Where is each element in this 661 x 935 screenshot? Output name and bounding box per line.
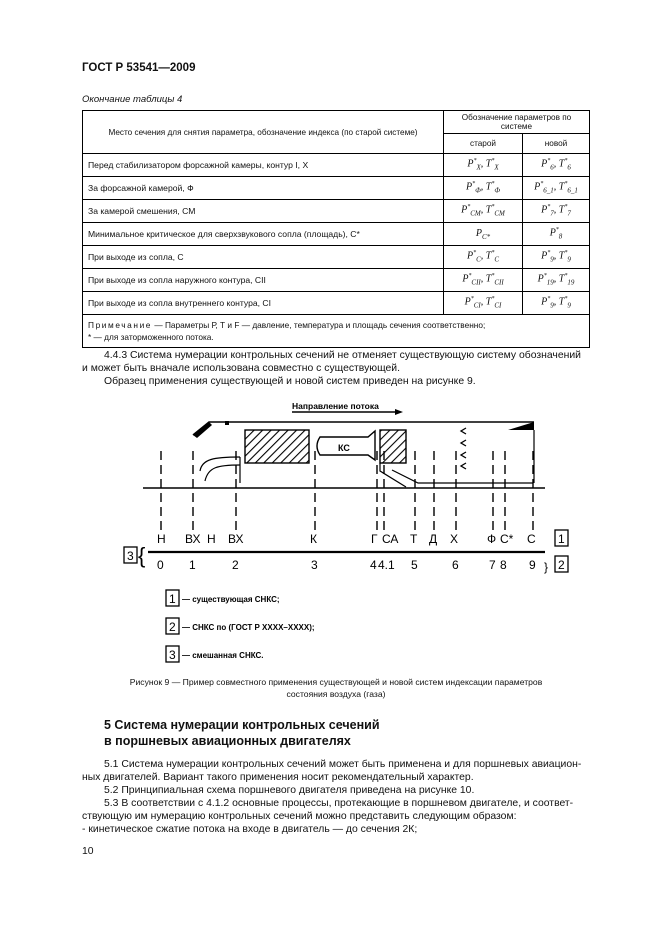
paragraph-figure-ref: Образец применения существующей и новой систем приведен на рисунке 9.	[104, 376, 476, 387]
table-row	[83, 223, 590, 246]
bracket-icon: }	[544, 560, 549, 574]
column-header-new: новой	[523, 134, 590, 154]
cell-new: $P^*_7$, $T^*_7$	[523, 200, 590, 223]
old-label: К	[310, 532, 317, 546]
new-label: 5	[411, 558, 418, 572]
old-label: Д	[429, 532, 438, 546]
old-label: СА	[382, 532, 399, 546]
list-item: - кинетическое сжатие потока на входе в двигатель — до сечения 2К;	[82, 824, 418, 835]
new-label: 4	[370, 558, 377, 572]
column-header-place: Место сечения для снятия параметра, обозначение индекса (по старой системе)	[83, 111, 444, 154]
compressor-block	[245, 430, 309, 463]
table-row	[83, 246, 590, 269]
page-number: 10	[82, 846, 94, 857]
figure-caption	[82, 677, 590, 700]
section-5-title	[104, 717, 380, 749]
old-label: С	[527, 532, 536, 546]
old-label: Ф	[487, 532, 497, 546]
new-label: 2	[232, 558, 239, 572]
table-row	[83, 154, 590, 177]
old-section-labels	[157, 532, 536, 546]
afterburner-chevron-icons	[461, 428, 466, 469]
new-label: 8	[500, 558, 507, 572]
table-row	[83, 200, 590, 223]
cell-place: При выходе из сопла внутреннего контура, СI	[83, 292, 444, 315]
section-lines	[161, 451, 533, 530]
new-label: 0	[157, 558, 164, 572]
new-label: 4.1	[378, 558, 395, 572]
table-row	[83, 292, 590, 315]
cell-place: Перед стабилизатором форсажной камеры, контур I, X	[83, 154, 444, 177]
paragraph-5-3: 5.3 В соответствии с 4.1.2 основные процессы, протекающие в поршневом двигателе, и соответ-	[104, 798, 574, 809]
legend-existing: — существующая СНКС;	[182, 595, 280, 604]
table-row	[83, 177, 590, 200]
cell-place: За форсажной камерой, Ф	[83, 177, 444, 200]
legend-mixed: — смешанная СНКС.	[182, 651, 264, 660]
cell-place: За камерой смешения, СМ	[83, 200, 444, 223]
legend-box-2: 2	[169, 620, 176, 634]
paragraph-5-1-cont: ных двигателей. Вариант такого применения носит рекомендательный характер.	[82, 772, 474, 783]
paragraph-4-4-3-cont: и может быть вначале использована совместно с существующей.	[82, 363, 400, 374]
old-label: Г	[371, 532, 378, 546]
figure-caption-line2: состояния воздуха (газа)	[286, 688, 386, 699]
paragraph-4-4-3: 4.4.3 Система нумерации контрольных сечений не отменяет существующую систему обозначений	[104, 350, 581, 361]
flow-direction-label: Направление потока	[292, 401, 379, 411]
cell-old: $P^*_X$, $T^*_X$	[444, 154, 523, 177]
new-label: 3	[311, 558, 318, 572]
paragraph-5-2: 5.2 Принципиальная схема поршневого двигателя приведена на рисунке 10.	[104, 785, 475, 796]
new-label: 9	[529, 558, 536, 572]
new-label: 1	[189, 558, 196, 572]
section-title-line1: 5 Система нумерации контрольных сечений	[104, 718, 380, 732]
note-label: Примечание	[88, 320, 153, 330]
table-note	[83, 315, 590, 348]
old-label: Н	[157, 532, 166, 546]
column-header-params: Обозначение параметров по системе	[444, 111, 590, 134]
figure-9-diagram	[0, 395, 661, 665]
legend-new: — СНКС по (ГОСТ Р XXXX–XXXX);	[182, 623, 315, 632]
figure-caption-line1: Рисунок 9 — Пример совместного применения существующей и новой систем индексации параметров	[129, 677, 543, 687]
chamber-label: КС	[338, 443, 350, 453]
old-label: Т	[410, 532, 418, 546]
document-header: ГОСТ Р 53541—2009	[82, 62, 196, 74]
old-label: ВХ	[228, 532, 244, 546]
cell-old: $P^*_Ф$, $T^*_Ф$	[444, 177, 523, 200]
cell-new: $P^*_8$	[523, 223, 590, 246]
cell-place: При выходе из сопла наружного контура, СII	[83, 269, 444, 292]
new-label: 6	[452, 558, 459, 572]
legend-box-3: 3	[169, 648, 176, 662]
paragraph-5-3-cont: ствующую им нумерацию контрольных сечений можно представить следующим образом:	[82, 811, 517, 822]
box-1-label: 1	[558, 532, 565, 546]
box-3-label: 3	[127, 549, 134, 563]
note-text: — Параметры Р, Т и F — давление, температура и площадь сечения соответственно;	[152, 320, 486, 330]
column-header-old: старой	[444, 134, 523, 154]
legend-box-1: 1	[169, 592, 176, 606]
old-label: Х	[450, 532, 459, 546]
paragraph-5-1: 5.1 Система нумерации контрольных сечений может быть применена и для поршневых авиацион-	[104, 759, 582, 770]
cell-new: $P^*_{6\_1}$, $T^*_{6\_1}$	[523, 177, 590, 200]
new-label: 7	[489, 558, 496, 572]
cell-old: $P^*_{CII}$, $T^*_{CII}$	[444, 269, 523, 292]
table-caption: Окончание таблицы 4	[82, 94, 183, 105]
old-label: Н	[207, 532, 216, 546]
cell-old: $P^*_{CM}$, $T^*_{CM}$	[444, 200, 523, 223]
cell-place: Минимальное критическое для сверхзвукового сопла (площадь), С*	[83, 223, 444, 246]
cell-old: $P_{C*}$	[444, 223, 523, 246]
table-row	[83, 269, 590, 292]
box-2-label: 2	[558, 558, 565, 572]
cell-new: $P^*_6$, $T^*_6$	[523, 154, 590, 177]
old-label: ВХ	[185, 532, 201, 546]
note-text-2: * — для заторможенного потока.	[88, 332, 214, 342]
parameters-table	[82, 110, 590, 348]
engine-outline	[193, 421, 534, 487]
section-title-line2: в поршневых авиационных двигателях	[104, 734, 351, 748]
old-label: С*	[500, 532, 514, 546]
cell-new: $P^*_9$, $T^*_9$	[523, 246, 590, 269]
cell-place: При выходе из сопла, С	[83, 246, 444, 269]
cell-old: $P^*_{CI}$, $T^*_{CI}$	[444, 292, 523, 315]
brace-icon: {	[138, 543, 146, 568]
new-section-labels	[157, 558, 536, 572]
figure-legend	[166, 590, 315, 662]
cell-new: $P^*_{19}$, $T^*_{19}$	[523, 269, 590, 292]
cell-new: $P^*_9$, $T^*_9$	[523, 292, 590, 315]
cell-old: $P^*_C$, $T^*_C$	[444, 246, 523, 269]
